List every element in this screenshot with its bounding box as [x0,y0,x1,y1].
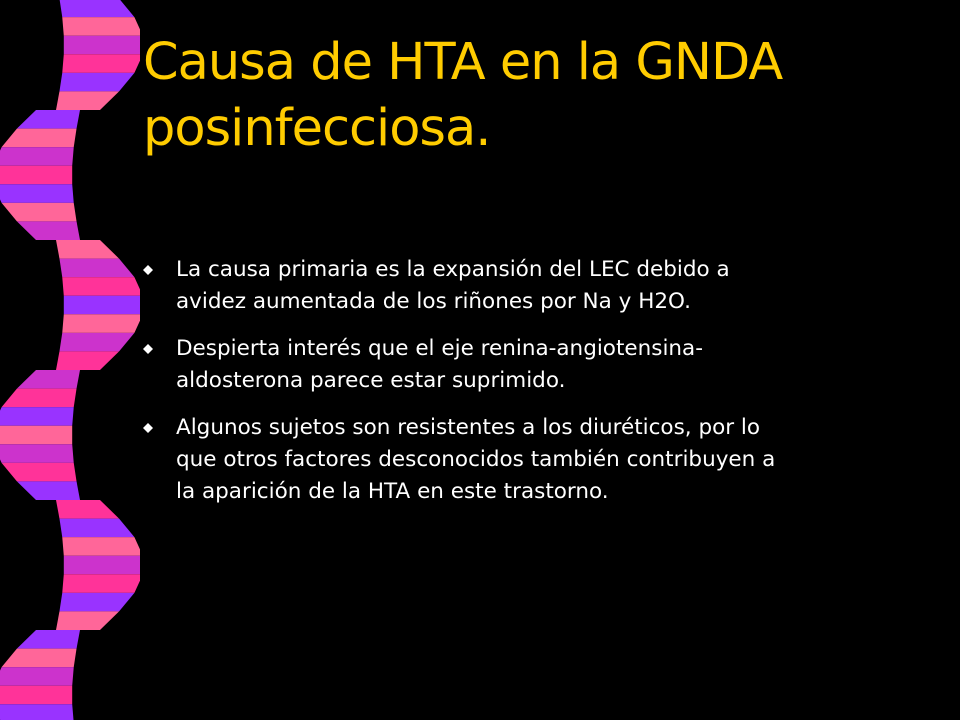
bullet-list [143,254,863,523]
ribbon-stripe [62,314,140,333]
ribbon-stripe [0,444,74,463]
ribbon-stripe [56,500,119,519]
ribbon-stripe [62,17,140,36]
ribbon-stripe [59,73,134,92]
bullet-diamond-icon [143,265,153,275]
ribbon-stripe [17,221,80,240]
slide-title [143,30,923,162]
bullet-text-line: avidez aumentada de los riñones por Na y H2O. [176,289,691,314]
ribbon-stripe [17,370,80,389]
bullet-item [143,254,863,318]
ribbon-stripe [2,129,77,148]
ribbon-segment [56,500,140,630]
bullet-item [143,333,863,397]
ribbon-stripe [0,184,74,203]
bullet-diamond-icon [143,344,153,354]
ribbon-stripe [0,147,74,166]
title-line: Causa de HTA en la GNDA [143,33,783,92]
ribbon-stripe [56,611,119,630]
bullet-item [143,412,863,508]
ribbon-stripe [64,36,140,55]
bullet-text-line: Algunos sujetos son resistentes a los diuréticos, por lo [176,415,761,440]
ribbon-stripe [0,166,72,185]
ribbon-stripe [56,240,119,259]
ribbon-stripe [2,649,77,668]
ribbon-stripe [64,556,140,575]
bullet-text-line: Despierta interés que el eje renina-angiotensina- [176,336,703,361]
ribbon-stripe [0,686,72,705]
ribbon-stripe [62,54,140,73]
ribbon-stripe [59,0,134,17]
bullet-diamond-icon [143,423,153,433]
ribbon-stripe [59,333,134,352]
ribbon-stripe [2,203,77,222]
ribbon-stripe [17,110,80,129]
bullet-text-line: que otros factores desconocidos también contribuyen a [176,447,776,472]
ribbon-stripe [0,667,74,686]
bullet-text-line: La causa primaria es la expansión del LEC debido a [176,257,730,282]
ribbon-stripe [56,91,119,110]
ribbon-segment [56,0,140,110]
ribbon-segment [0,370,80,500]
bullet-text-line: la aparición de la HTA en este trastorno. [176,479,609,504]
ribbon-stripe [59,259,134,278]
ribbon-stripe [2,389,77,408]
bullet-text-line: aldosterona parece estar suprimido. [176,368,566,393]
ribbon-decoration [0,0,140,720]
ribbon-segment [56,240,140,370]
ribbon-stripe [59,593,134,612]
ribbon-stripe [0,426,72,445]
ribbon-stripe [17,630,80,649]
ribbon-stripe [62,537,140,556]
ribbon-segment [0,110,80,240]
ribbon-stripe [59,519,134,538]
ribbon-stripe [62,277,140,296]
ribbon-stripe [0,407,74,426]
ribbon-stripe [64,296,140,315]
ribbon-stripe [0,704,74,720]
ribbon-stripe [2,463,77,482]
title-line: posinfecciosa. [143,99,491,158]
ribbon-stripe [56,351,119,370]
ribbon-segment [0,630,80,720]
ribbon-stripe [62,574,140,593]
ribbon-stripe [17,481,80,500]
